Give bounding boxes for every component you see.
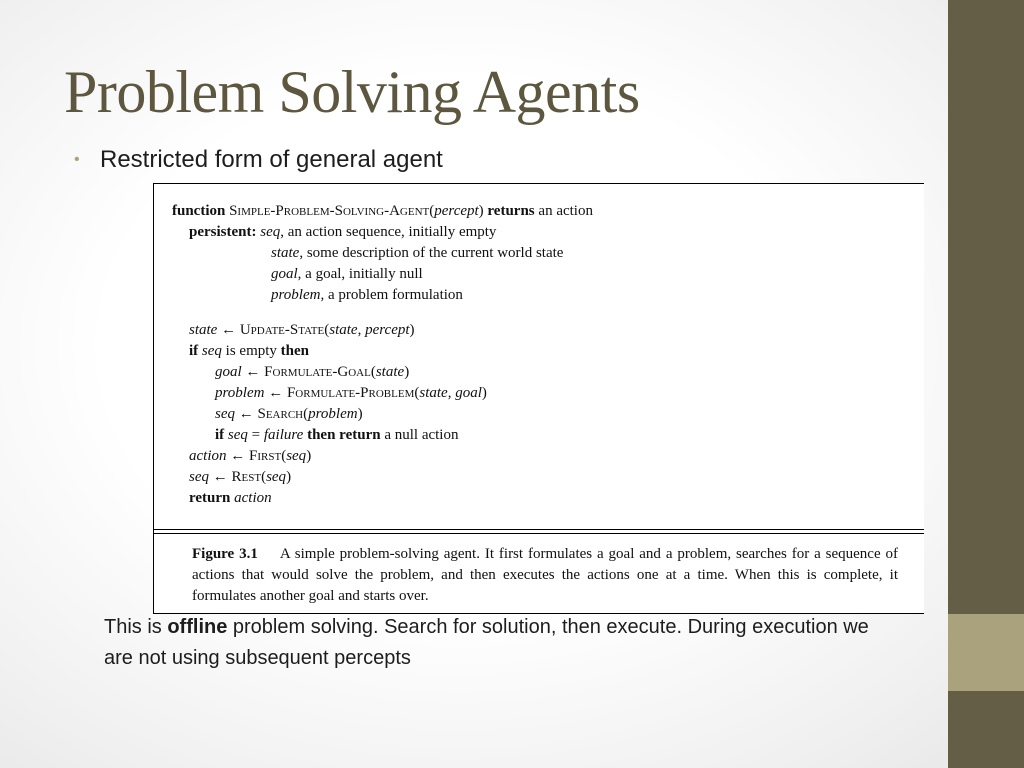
bullet-dot-icon: • (74, 151, 80, 168)
code-line-persistent: persistent: seq, an action sequence, initially empty (189, 224, 497, 240)
code-line-first: action ← First(seq) (189, 448, 312, 464)
algorithm-figure (153, 183, 924, 614)
figure-divider (154, 529, 924, 530)
offline-emphasis: offline (167, 616, 228, 638)
figure-divider (154, 533, 924, 534)
code-line-persistent-var: goal, a goal, initially null (271, 266, 423, 282)
code-line-signature: function Simple-Problem-Solving-Agent(percept) returns an action (172, 203, 593, 219)
offline-note: This is offline problem solving. Search for solution, then execute. During execution we are not using subsequent percepts (104, 616, 869, 669)
code-line-formulate-problem: problem ← Formulate-Problem(state, goal) (215, 385, 487, 401)
caption-text: A simple problem-solving agent. It first formulates a goal and a problem, searches for a sequence of actions that would solve the problem, and then executes the actions one at a time. When this is complete, it formulates another goal and starts over. (192, 546, 899, 604)
code-line-return: return action (189, 490, 272, 506)
caption-label: Figure 3.1 (192, 546, 258, 562)
code-line-rest: seq ← Rest(seq) (189, 469, 292, 485)
sidebar-accent-block (948, 614, 1024, 691)
code-line-if-failure: if seq = failure then return a null action (215, 427, 459, 443)
code-line-persistent-var: problem, a problem formulation (271, 287, 463, 303)
pseudocode (172, 201, 593, 509)
code-line-formulate-goal: goal ← Formulate-Goal(state) (215, 364, 410, 380)
code-line-persistent-var: state, some description of the current world state (271, 245, 564, 261)
bullet-text: Restricted form of general agent (100, 146, 443, 173)
slide-title: Problem Solving Agents (64, 59, 640, 125)
code-line-update-state: state ← Update-State(state, percept) (189, 322, 415, 338)
code-line-search: seq ← Search(problem) (215, 406, 363, 422)
figure-caption (192, 544, 898, 607)
code-line-if-empty: if seq is empty then (189, 343, 310, 359)
bullet-item (74, 146, 443, 174)
